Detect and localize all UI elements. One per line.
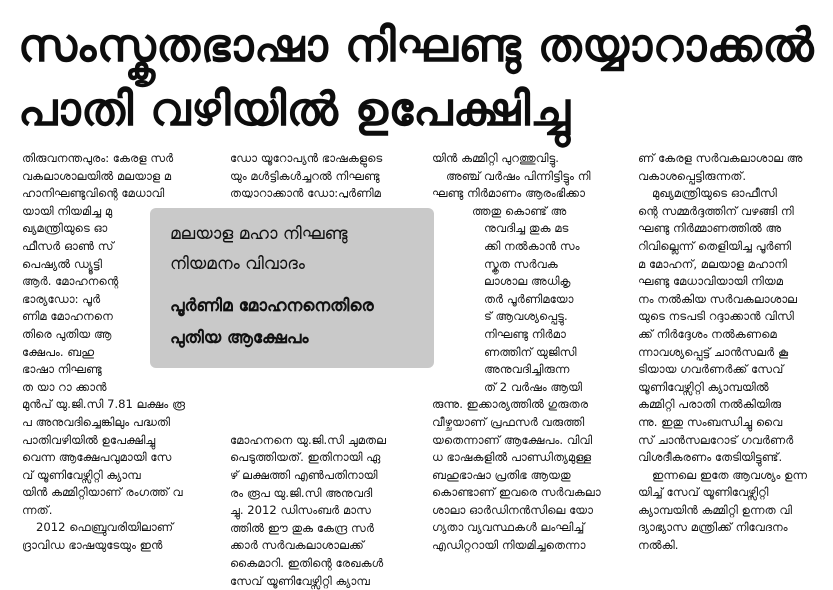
body-line: ന്നാവശ്യപ്പെട്ട് ചാൻസലർ കൂ: [638, 344, 789, 359]
body-line: തിരുവനന്തപുരം: കേരള സർ: [22, 151, 174, 165]
body-line: ദ്രാവിഡ ഭാഷയുടേയും ഇൻ: [22, 538, 163, 553]
body-line: ഭാര്യഡോ: പൂർ: [22, 291, 101, 306]
body-line: കൊണ്ടാണ് ഇവരെ സർവകലാ: [432, 485, 601, 500]
body-line: ബഹുഭാഷാ പ്രതിഭ ആയതു: [432, 467, 571, 482]
body-line: യായി നിയമിച്ച മു: [22, 203, 113, 218]
body-line: ഹാനിഘണ്ടുവിന്റെ മേധാവി: [22, 186, 165, 201]
body-line: വ് യൂണിവേഴ്സിറ്റി ക്യാമ്പ: [22, 467, 141, 482]
body-line: പെടുത്തിയത്. ഇതിനായി ഏ: [230, 450, 381, 465]
body-line: ലാശാല അധികൃ: [484, 274, 571, 289]
body-line: ത യാ റാ ക്കാൻ: [22, 379, 107, 394]
body-line: നുവദിച്ച തുക മട: [484, 221, 569, 236]
body-line: സേവ് യൂണിവേഴ്സിറ്റി ക്യാമ്പ: [230, 573, 370, 588]
body-line: യിൻ കമ്മിറ്റിയാണ് രംഗത്ത് വ: [22, 485, 183, 500]
body-line: യൂണിവേഴ്സിറ്റി ക്യാമ്പയിൽ: [638, 379, 769, 394]
headline-line-2: പാതി വഴിയിൽ ഉപേക്ഷിച്ചു: [18, 82, 571, 136]
pull-quote-line-1: മലയാള മഹാ നിഘണ്ടു: [170, 224, 348, 244]
body-line: റിവില്ലെന്ന് തെളിയിച്ച പൂർണി: [638, 238, 792, 253]
article-column-3: [432, 150, 622, 553]
body-line: മ മോഹന്, മലയാള മഹാനി: [638, 256, 787, 271]
body-line: ഖ്യമന്ത്രിയുടെ ഓ: [22, 221, 108, 236]
body-line: യിൻ കമ്മിറ്റി പുറത്തുവിട്ടു.: [432, 151, 559, 165]
body-line: ക്ഷേപം. ബഹു: [22, 344, 95, 359]
body-line: ദ്യാഭ്യാസ മന്ത്രിക്ക് നിവേദനം: [638, 520, 788, 535]
headline-line-1: സംസ്കൃതഭാഷാ നിഘണ്ടു തയ്യാറാക്കൽ: [18, 18, 815, 72]
body-line: ഘണ്ടു മേധാവിയായി നിയമ: [638, 274, 784, 289]
body-line: തയ്യാറാക്കാൻ ഡോ:പൂർണിമ: [230, 186, 381, 201]
body-line: സ്കൃത സർവക: [484, 256, 558, 271]
body-line: ഭാഷാ നിഘണ്ടു: [22, 362, 102, 377]
body-line: ത്തതു കൊണ്ട് അ: [472, 203, 567, 218]
body-line: നൽകി.: [638, 538, 679, 553]
body-line: ക്കി നൽകാൻ സം: [484, 238, 580, 253]
body-line: ഫീസർ ഓൺ സ്: [22, 238, 114, 253]
body-line: നിഘണ്ടു നിർമാ: [484, 326, 566, 341]
body-line: മുൻപ് യു.ജി.സി 7.81 ലക്ഷം രൂ: [22, 397, 186, 412]
body-line: ത് 2 വർഷം ആയി: [484, 379, 582, 394]
body-line: ക്യാമ്പയിൻ കമ്മിറ്റി ഉന്നത വി: [638, 502, 793, 517]
body-line: ണത്തിന് യുജിസി: [484, 344, 577, 359]
body-line: കൈമാറി. ഇതിന്റെ രേഖകൾ: [230, 555, 384, 570]
body-line: തിരെ പുതിയ ആ: [22, 326, 112, 341]
pull-quote-line-2: നിയമനം വിവാദം: [170, 254, 305, 274]
body-line: ന്നു. ഇതു സംബന്ധിച്ചു വൈ: [638, 414, 783, 429]
body-line: മുഖ്യമന്ത്രിയുടെ ഓഫീസി: [652, 186, 777, 201]
body-line: ഇന്നലെ ഇതേ ആവശ്യം ഉന്ന: [652, 467, 808, 482]
body-line: 2012 ഫെബ്രുവരിയിലാണ്: [36, 520, 174, 535]
body-line: ച്ചു. 2012 ഡിസംബർ മാസ: [230, 503, 371, 518]
pull-quote-line-3: പൂർണിമ മോഹനനെതിരെ: [170, 296, 374, 316]
body-line: യതെന്നാണ് ആക്ഷേപം. വിവി: [432, 432, 593, 447]
body-line: ആർ. മോഹനന്റെ: [22, 274, 119, 289]
body-line: നം നൽകിയ സർവകലാശാല: [638, 291, 798, 306]
body-line: യും മൾട്ടികൾച്ചറൽ നിഘണ്ടു: [230, 168, 380, 183]
body-line: യിച്ച് സേവ് യൂണിവേഴ്സിറ്റി: [638, 485, 769, 500]
body-line: സ് ചാൻസലറോട് ഗവർണർ: [638, 432, 794, 447]
body-line: അനുവദിച്ചിരുന്ന: [484, 362, 570, 377]
body-line: ക്കാർ സർവകലാശാലക്ക്: [230, 538, 364, 553]
body-line: യുടെ നടപടി റദ്ദാക്കാൻ വിസി: [638, 309, 794, 324]
body-line: ന്റെ സമ്മർദ്ദത്തിന് വഴങ്ങി നി: [638, 203, 794, 218]
body-line: ഗ്യതാ വ്യവസ്ഥകൾ ലംഘിച്ച്: [432, 520, 585, 535]
body-line: വീഴ്ചയാണ് പ്രഫസർ വരുത്തി: [432, 414, 585, 429]
body-line: എഡിറ്ററായി നിയമിച്ചതെന്നാ: [432, 538, 586, 553]
body-line: വിശദീകരണം തേടിയിട്ടുണ്ട്.: [638, 450, 783, 465]
body-line: ശാലാ ഓർഡിനൻസിലെ യോ: [432, 502, 594, 517]
body-line: വെന്ന ആക്ഷേപവുമായി സേ: [22, 450, 172, 465]
body-line: തർ പൂർണിമയോ: [484, 291, 574, 306]
body-line: മോഹനനെ യു.ജി.സി ചുമതല: [230, 432, 387, 447]
body-line: ടിയായ ഗവർണർക്ക് സേവ്: [638, 362, 784, 377]
body-line: പെഷ്യൽ ഡ്യൂട്ടി: [22, 256, 103, 271]
body-line: വകലാശാലയിൽ മലയാള മ: [22, 168, 172, 183]
body-line: ന്നത്.: [22, 502, 53, 517]
body-line: ഘണ്ടു നിർമ്മാണത്തിൽ അ: [638, 221, 782, 236]
body-line: രം രൂപ യു.ജി.സി അനുവദി: [230, 485, 373, 500]
body-line: ഘണ്ടു നിർമാണം ആരംഭിക്കാ: [432, 186, 585, 201]
body-line: വകാശപ്പെട്ടിരുന്നത്.: [638, 168, 747, 183]
body-line: ഡോ യൂറോപ്യൻ ഭാഷകളുടെ: [230, 151, 383, 165]
body-line: അഞ്ച് വർഷം പിന്നിട്ടിട്ടും നി: [446, 168, 591, 183]
body-line: ധ ഭാഷകളിൽ പാണ്ഡിത്യമുള്ള: [432, 450, 592, 465]
body-line: കമ്മിറ്റി പരാതി നൽകിയിരു: [638, 397, 782, 412]
body-line: രുന്നു. ഇക്കാര്യത്തിൽ ഗുരുതര: [432, 397, 589, 412]
body-line: ണിമ മോഹനനെ: [22, 309, 113, 324]
pull-quote-box: [150, 208, 434, 368]
body-line: ണ് കേരള സർവകലാശാല അ: [638, 151, 803, 165]
body-line: പ അനുവദിച്ചെങ്കിലും പദ്ധതി: [22, 414, 171, 429]
article-column-4: [638, 150, 826, 553]
body-line: ഴ് ലക്ഷത്തി എൺപതിനായി: [230, 467, 378, 482]
body-line: പാതിവഴിയിൽ ഉപേക്ഷിച്ചു: [22, 432, 156, 447]
body-line: ത്തിൽ ഈ തുക കേന്ദ്ര സർ: [230, 520, 374, 535]
body-line: ക്ക് നിർദ്ദേശം നൽകണമെ: [638, 326, 777, 341]
pull-quote-line-4: പുതിയ ആക്ഷേപം: [170, 328, 309, 348]
body-line: ട് ആവശ്യപ്പെട്ടു.: [484, 309, 568, 324]
